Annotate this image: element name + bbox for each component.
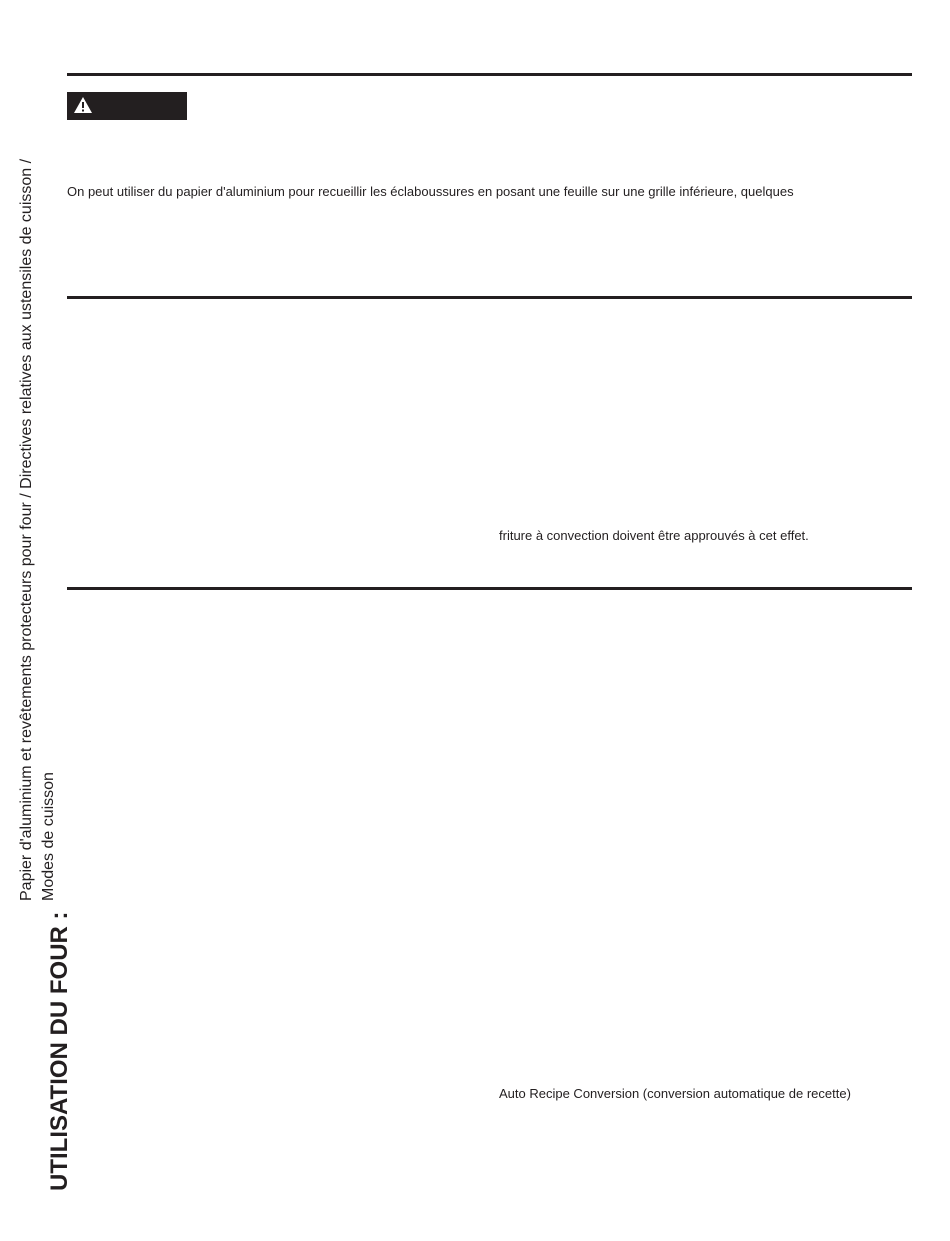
side-heading-subtitle-line1: Papier d'aluminium et revêtements protecteurs pour four / Directives relatives aux ustensiles de cuisson / [18, 158, 35, 901]
section-divider [67, 587, 912, 590]
side-heading-title: UTILISATION DU FOUR : [46, 911, 73, 1191]
warning-triangle-icon [74, 97, 92, 113]
side-heading-subtitle [16, 159, 60, 901]
side-heading-subtitle-line2: Modes de cuisson [40, 772, 57, 901]
aluminium-foil-paragraph: On peut utiliser du papier d'aluminium pour recueillir les éclaboussures en posant une feuille sur une grille inférieure, quelques [67, 184, 794, 199]
section-divider [67, 73, 912, 76]
warning-badge [67, 92, 187, 120]
side-heading [14, 0, 74, 1191]
section-divider [67, 296, 912, 299]
auto-recipe-conversion-text: Auto Recipe Conversion (conversion automatique de recette) [499, 1086, 851, 1101]
convection-fry-paragraph: friture à convection doivent être approuvés à cet effet. [499, 528, 809, 543]
